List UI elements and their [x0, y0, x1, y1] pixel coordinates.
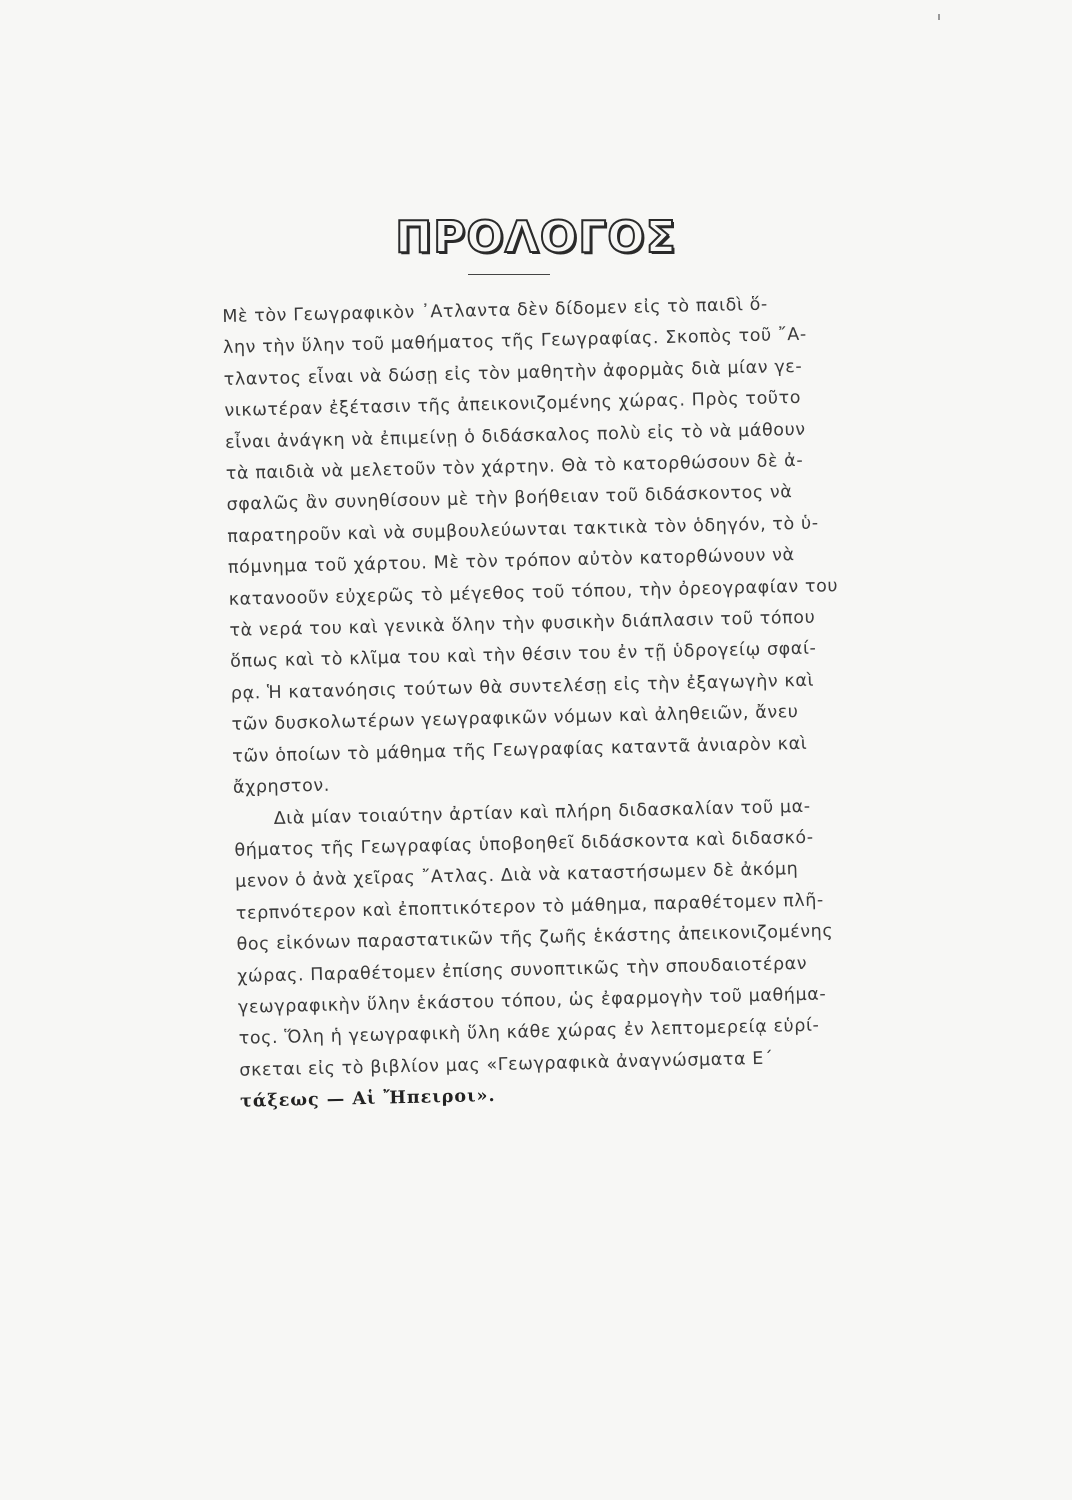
- text-line: εἶναι ἀνάγκη νὰ ἐπιμείνῃ ὁ διδάσκαλος πολὺ εἰς τὸ νὰ μάθουν: [224, 419, 806, 453]
- text-line: τλαντος εἶναι νὰ δώσῃ εἰς τὸν μαθητὴν ἀφορμὰς διὰ μίαν γε-: [223, 356, 803, 390]
- preface-text: [222, 288, 840, 1118]
- text-line-book-title: τάξεως — Αἱ Ἤπειροι».: [239, 1086, 496, 1112]
- text-line: θήματος τῆς Γεωγραφίας ὑποβοηθεῖ διδάσκοντα καὶ διδασκό-: [234, 827, 814, 861]
- text-line: τος. Ὅλη ἡ γεωγραφικὴ ὕλη κάθε χώρας ἐν λεπτομερείᾳ εὑρί-: [238, 1015, 820, 1050]
- text-line: ἄχρηστον.: [232, 775, 331, 798]
- text-line: τῶν δυσκολωτέρων γεωγραφικῶν νόμων καὶ ἀληθειῶν, ἄνευ: [231, 702, 799, 736]
- text-line: τερπνότερον καὶ ἐποπτικότερον τὸ μάθημα, παραθέτομεν πλῆ-: [235, 890, 825, 924]
- text-line: Μὲ τὸν Γεωγραφικὸν ᾿Ατλαντα δὲν δίδομεν εἰς τὸ παιδὶ ὅ-: [222, 294, 769, 327]
- text-line: Διὰ μίαν τοιαύτην ἀρτίαν καὶ πλήρη διδασκαλίαν τοῦ μα-: [273, 796, 811, 829]
- text-line: τὰ νερά του καὶ γενικὰ ὅλην τὴν φυσικὴν διάπλασιν τοῦ τόπου: [229, 607, 816, 641]
- text-line: χώρας. Παραθέτομεν ἐπίσης συνοπτικῶς τὴν σπουδαιοτέραν: [237, 953, 808, 987]
- text-line: σκεται εἰς τὸ βιβλίον μας «Γεωγραφικὰ ἀναγνώσματα Ε´: [239, 1048, 774, 1081]
- text-line: κατανοοῦν εὐχερῶς τὸ μέγεθος τοῦ τόπου, τὴν ὀρεογραφίαν του: [228, 575, 839, 610]
- page-title: ΠΡΟΛΟΓΟΣ: [395, 212, 677, 263]
- text-line: σφαλῶς ἂν συνηθίσουν μὲ τὴν βοήθειαν τοῦ διδάσκοντος νὰ: [226, 482, 793, 516]
- text-line: πόμνημα τοῦ χάρτου. Μὲ τὸν τρόπον αὐτὸν κατορθώνουν νὰ: [227, 545, 795, 579]
- text-line: τὰ παιδιὰ νὰ μελετοῦν τὸν χάρτην. Θὰ τὸ κατορθώσουν δὲ ἀ-: [225, 450, 804, 484]
- title-underline: [468, 274, 550, 275]
- text-line: παρατηροῦν καὶ νὰ συμβουλεύωνται τακτικὰ τὸν ὁδηγόν, τὸ ὑ-: [227, 513, 819, 547]
- scan-speck: [938, 14, 940, 20]
- text-line: γεωγραφικὴν ὕλην ἑκάστου τόπου, ὡς ἐφαρμογὴν τοῦ μαθήμα-: [237, 984, 827, 1018]
- text-line: ρᾳ. Ἡ κατανόησις τούτων θὰ συντελέσῃ εἰς τὴν ἐξαγωγὴν καὶ: [230, 670, 815, 704]
- text-line: θος εἰκόνων παραστατικῶν τῆς ζωῆς ἑκάστης ἀπεικονιζομένης: [236, 921, 834, 955]
- text-line: λην τὴν ὕλην τοῦ μαθήματος τῆς Γεωγραφίας. Σκοπὸς τοῦ ῎Α-: [222, 325, 807, 359]
- text-line: μενον ὁ ἀνὰ χεῖρας ῎Ατλας. Διὰ νὰ καταστήσωμεν δὲ ἀκόμη: [234, 859, 799, 893]
- text-line: τῶν ὁποίων τὸ μάθημα τῆς Γεωγραφίας καταντᾶ ἀνιαρὸν καὶ: [232, 733, 808, 767]
- text-line: νικωτέραν ἐξέτασιν τῆς ἀπεικονιζομένης χώρας. Πρὸς τοῦτο: [224, 388, 802, 422]
- text-line: ὅπως καὶ τὸ κλῖμα του καὶ τὴν θέσιν του ἐν τῇ ὑδρογείῳ σφαί-: [229, 639, 817, 673]
